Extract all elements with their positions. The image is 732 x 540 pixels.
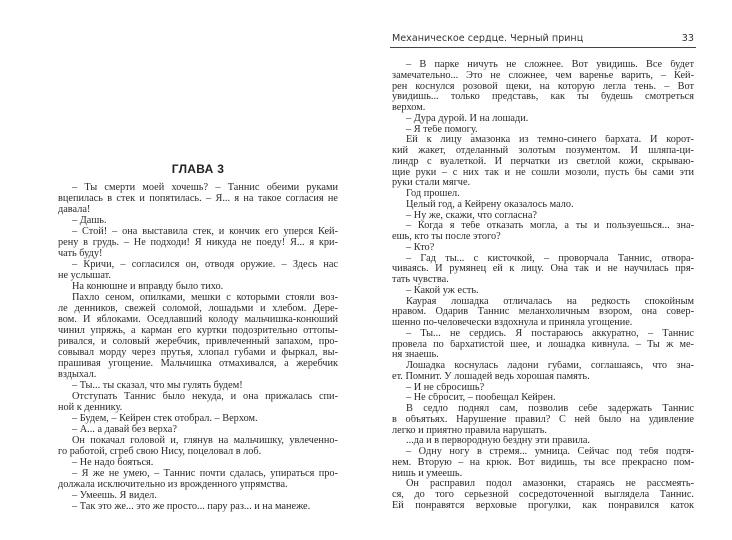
text-line: замечательно... Это не сложнее, чем варенье варить, – Кей- [392,70,694,81]
text-line: – Какой уж есть. [406,285,479,296]
text-line: ...да и в первородную бездну эти правила. [406,436,591,447]
text-line: Целый год, а Кейрену оказалось мало. [406,199,574,210]
left-page-text [58,182,338,512]
text-line: – Кричи, – согласился он, отводя оружие. – Здесь нас [72,259,338,270]
text-line: давала! [58,204,91,215]
text-line: нравом. Одарив Таннис меланхоличным взором, она совер- [392,307,694,318]
text-line: – Так это же... это же просто... пару раз... и на манеже. [72,501,311,512]
text-line: – Стой! – она выставила стек, и кончик его уперся Кей- [72,226,338,237]
text-line: увидишь... только представь, как ты будешь смотреться [392,92,694,103]
text-line: чинил упряжь, а карман его куртки подозрительно оттопы- [58,325,338,336]
text-line: линдр с вуалеткой. И перчатки из светлой кожи, скрываю- [392,156,694,167]
text-line: На конюшне и вправду было тихо. [72,281,224,292]
text-line: тать чувства. [392,275,449,285]
text-line: Пахло сеном, опилками, мешки с которыми стояли воз- [72,292,338,303]
text-line: не услышат. [58,270,111,281]
text-line: – Ну же, скажи, что согласна? [406,210,537,221]
text-line: рену в грудь. – Не подходи! Я никуда не поеду! Я... я кри- [58,237,338,248]
text-line: Он покачал головой и, глянув на мальчишку, увлеченно- [72,435,338,446]
text-line: – Умеешь. Я видел. [72,490,157,501]
text-line: провела по бархатистой шее, и лошадка кивнула. – Ты ж ме- [392,339,694,350]
text-line: – Будем, – Кейрен стек отобрал. – Верхом. [72,413,258,424]
text-line: должала исключительно из врожденного упрямства. [58,479,288,490]
text-line: Ей к лицу амазонка из темно-синего бархата. И корот- [406,135,694,146]
text-line: вцепилась в стек и попятилась. – Я... я на такое согласия не [58,193,338,204]
text-line: Ей понравятся верховые прогулки, как понравился каток [392,500,694,511]
text-line: чиваясь. И румянец ей к лицу. Она так и не научилась пря- [392,264,694,275]
text-line: – Кто? [406,242,435,253]
right-page-text [392,60,694,512]
text-line: нишь и умеешь. [392,468,463,479]
text-line: – Ты... ты сказал, что мы гулять будем! [72,380,243,391]
text-line: Лошадка коснулась ладони губами, соглашаясь, что зна- [406,361,694,371]
text-line: Каурая лошадка отличалась на редкость спокойным [406,296,694,307]
text-line: ся, до того серьезной сосредоточенной выглядела Таннис. [392,490,694,500]
text-line: ешь, кто ты после этого? [392,232,501,242]
text-line: – Дашь. [72,215,107,226]
chapter-title: ГЛАВА 3 [171,162,225,176]
text-line: чать буду! [58,248,103,259]
page-number: 33 [681,33,694,44]
text-line: вздыхал. [58,369,97,380]
text-line: легко и приятно правила нарушать. [392,425,547,436]
text-line: рен коснулся розовой щеки, на которую легла тень. – Вот [392,81,694,92]
text-line: – А... а давай без верха? [72,424,177,435]
text-line: – Гад ты... с кисточкой, – проворчала Таннис, отвора- [406,253,694,264]
text-line: го работой, сгреб свою Нису, поцеловал в лоб. [58,446,262,457]
text-line: – Ты... не сердись. Я постараюсь аккуратно, – Таннис [406,328,694,339]
text-line: – Ты смерти моей хочешь? – Таннис обеими руками [72,182,338,193]
text-line: в объятьях. Нарушение правил? С ней было на удивление [392,414,694,425]
text-line: верхом. [392,103,426,113]
text-line: кий жакет, отделанный золотым позументом. И шляпа-ци- [392,146,694,156]
text-line: – Не сбросит, – пообещал Кейрен. [406,393,556,404]
text-line: – Я тебе помогу. [406,124,478,135]
text-line: ет. Помнит. У лошадей ведь хорошая память. [392,371,590,382]
text-line: ле денников, свежей соломой, лошадьми и хлебом. Дере- [58,303,338,314]
running-header [390,33,696,48]
text-line: ня знаешь. [392,350,439,361]
text-line: нем. Вторую – на крюк. Вот видишь, ты все прекрасно пом- [392,457,694,468]
text-line: Год прошел. [406,189,460,199]
text-line: совывал морду через прутья, хлопал губами и фыркал, вы- [58,347,338,358]
text-line: – Одну ногу в стремя... умница. Сейчас под тебя подтя- [406,447,694,457]
text-line: вом. И яблоками. Оседлавший колоду мальчишка-конюший [58,314,338,325]
text-line: Он расправил подол амазонки, стараясь не рассмеять- [406,479,694,490]
text-line: – Я же не умею, – Таннис почти сдалась, упираться про- [72,468,338,479]
text-line: – Не надо бояться. [72,457,154,468]
text-line: – Когда я тебе отказать могла, а ты и пользуешься... зна- [406,221,694,232]
text-line: Отступать Таннис было некуда, и она прижалась спи- [72,391,338,402]
text-line: В седло поднял сам, позволив себе задержать Таннис [406,404,694,414]
text-line: прашивая угощение. Мальчишка отмахивался, а жеребчик [58,358,338,369]
text-line: ривался, и соловый жеребчик, привлеченный запахом, про- [58,336,338,347]
running-title: Механическое сердце. Черный принц [392,33,584,44]
text-line: – И не сбросишь? [406,382,485,393]
text-line: – Дура дурой. И на лошади. [406,113,529,124]
text-line: ной к деннику. [58,402,123,413]
text-line: щие руки – с них так и не сошли мозоли, пусть бы сами эти [392,167,694,178]
text-line: руки стали мягче. [392,178,471,189]
text-line: шенно по-человечески вздохнула и приняла угощение. [392,318,633,328]
text-line: – В парке ничуть не сложнее. Вот увидишь. Все будет [406,60,694,70]
